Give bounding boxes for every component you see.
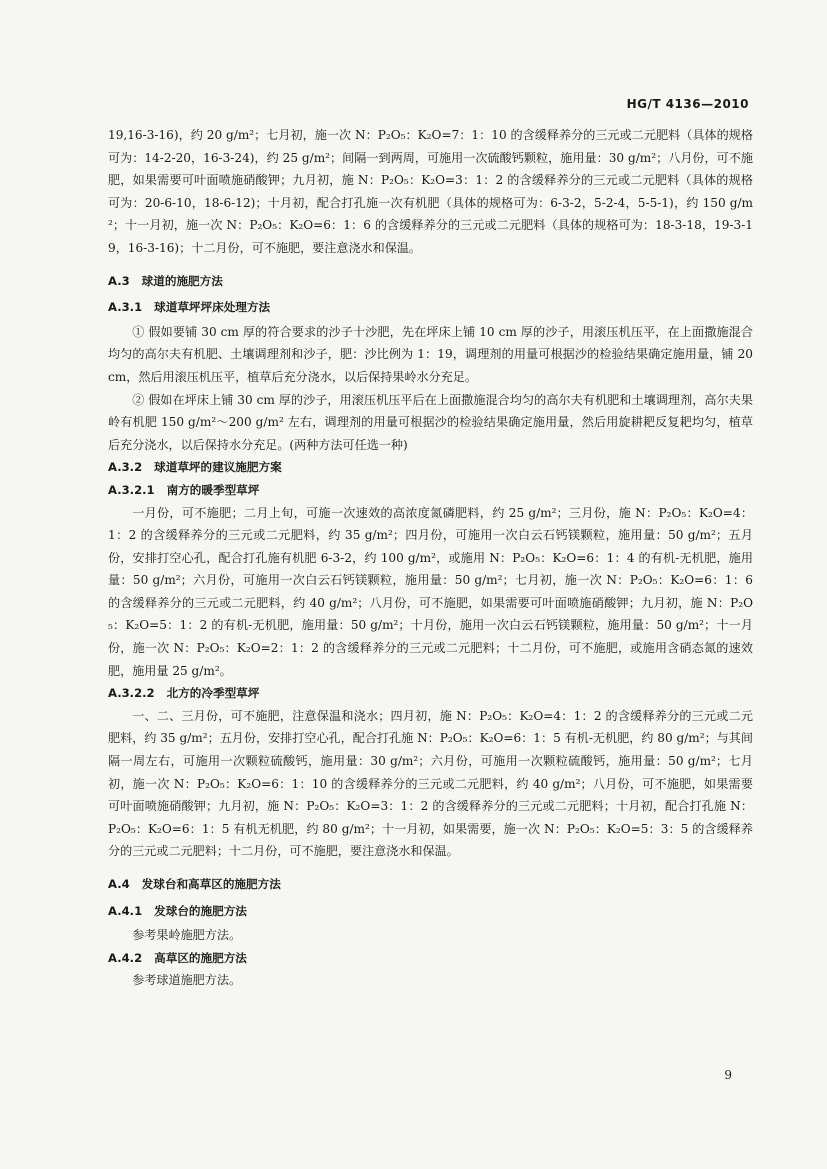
paragraph: ① 假如要铺 30 cm 厚的符合要求的沙子十沙肥，先在坪床上铺 10 cm 厚的沙子，用滚压机压平，在上面撒施混合均匀的高尔夫有机肥、土壤调理剂和沙子，肥：沙比例为 1：19，调理剂的用量可根据沙的检验结果确定施用量，铺 20 cm，然后用滚压机压平，植草后充分浇水，以后保持果岭水分充足。 xyxy=(108,324,753,384)
paragraph: 19,16-3-16)，约 20 g/m²；七月初，施一次 N：P₂O₅：K₂O=7：1：10 的含缓释养分的三元或二元肥料（具体的规格可为：14-2-20，16-3-24)，约 25 g/m²；间隔一到两周，可施用一次硫酸钙颗粒，施用量：30 g/m²；八月份，可不施肥，如果需要可叶面喷施硝酸钾；九月初，施 N：P₂O₅：K₂O=3：1：2 的含缓释养分的三元或二元肥料（具体的规格可为：20-6-10，18-6-12)；十月初，配合打孔施一次有机肥（具体的规格可为：6-3-2，5-2-4，5-5-1)，约 150 g/m²；十一月初，施一次 N：P₂O₅：K₂O=6：1：6 的含缓释养分的三元或二元肥料（具体的规格可为：18-3-18，19-3-19，16-3-16)；十二月份，可不施肥，要注意浇水和保温。 xyxy=(108,128,753,255)
section-title: 球道草坪的建议施肥方案 xyxy=(154,460,282,475)
section-heading-a321 xyxy=(108,479,753,502)
section-number: A.3.2.2 xyxy=(108,686,155,701)
section-number: A.3 xyxy=(108,273,130,288)
section-heading-a4 xyxy=(108,873,753,896)
paragraph: 一月份，可不施肥；二月上旬，可施一次速效的高浓度氮磷肥料，约 25 g/m²；三月份，施 N：P₂O₅：K₂O=4：1：2 的含缓释养分的三元或二元肥料，约 35 g/m²；四月份，可施用一次白云石钙镁颗粒，施用量：50 g/m²；五月份，安排打空心孔，配合打孔施有机肥 6-3-2，约 100 g/m²，或施用 N：P₂O₅：K₂O=6：1：4 的有机-无机肥，施用量：50 g/m²；六月份，可施用一次白云石钙镁颗粒，施用量：50 g/m²；七月初，施一次 N：P₂O₅：K₂O=6：1：6 的含缓释养分的三元或二元肥料，约 40 g/m²；八月份，可不施肥，如果需要可叶面喷施硝酸钾；九月初，施 N：P₂O₅：K₂O=5：1：2 的有机-无机肥，施用量：50 g/m²；十月份，施用一次白云石钙镁颗粒，施用量：50 g/m²；十一月份，施一次 N：P₂O₅：K₂O=2：1：2 的含缓释养分的三元或二元肥料；十二月份，可不施肥，或施用含硝态氮的速效肥，施用量 25 g/m²。 xyxy=(108,505,753,678)
section-heading-a31 xyxy=(108,296,753,319)
section-heading-a41 xyxy=(108,900,753,923)
section-title: 北方的冷季型草坪 xyxy=(166,686,260,701)
document-body xyxy=(108,124,753,992)
section-title: 高草区的施肥方法 xyxy=(154,950,247,965)
paragraph: 参考果岭施肥方法。 xyxy=(132,928,242,943)
section-heading-a3 xyxy=(108,270,753,293)
section-title: 发球台和高草区的施肥方法 xyxy=(141,877,281,891)
section-heading-a42 xyxy=(108,947,753,970)
section-title: 发球台的施肥方法 xyxy=(154,903,247,918)
paragraph: 参考球道施肥方法。 xyxy=(132,973,242,988)
section-title: 南方的暖季型草坪 xyxy=(166,482,260,497)
section-title: 球道的施肥方法 xyxy=(141,273,223,288)
section-number: A.4 xyxy=(108,877,130,891)
page-number: 9 xyxy=(724,1068,732,1082)
section-title: 球道草坪坪床处理方法 xyxy=(154,300,271,315)
section-number: A.4.1 xyxy=(108,903,143,918)
standard-number: HG/T 4136—2010 xyxy=(626,97,749,111)
section-number: A.3.2 xyxy=(108,460,143,475)
paragraph: 一、二、三月份，可不施肥，注意保温和浇水；四月初，施 N：P₂O₅：K₂O=4：1：2 的含缓释养分的三元或二元肥料，约 35 g/m²；五月份，安排打空心孔，配合打孔施 N：P₂O₅：K₂O=6：1：5 有机-无机肥，约 80 g/m²；与其间隔一周左右，可施用一次颗粒硫酸钙，施用量：30 g/m²；六月份，可施用一次颗粒硫酸钙，施用量：50 g/m²；七月初，施一次 N：P₂O₅：K₂O=6：1：10 的含缓释养分的三元或二元肥料，约 40 g/m²；八月份，可不施肥，如果需要可叶面喷施硝酸钾；九月初，施 N：P₂O₅：K₂O=3：1：2 的含缓释养分的三元或二元肥料；十月初，配合打孔施 N：P₂O₅：K₂O=6：1：5 有机无机肥，约 80 g/m²；十一月初，如果需要，施一次 N：P₂O₅：K₂O=5：3：5 的含缓释养分的三元或二元肥料；十二月份，可不施肥，要注意浇水和保温。 xyxy=(108,708,753,859)
paragraph: ② 假如在坪床上铺 30 cm 厚的沙子，用滚压机压平后在上面撒施混合均匀的高尔夫有机肥和土壤调理剂，高尔夫果岭有机肥 150 g/m²～200 g/m² 左右，调理剂的用量可根据沙的检验结果确定施用量，然后用旋耕耙反复耙均匀，植草后充分浇水，以后保持水分充足。(两种方法可任选一种) xyxy=(108,392,753,452)
section-heading-a322 xyxy=(108,682,753,705)
section-number: A.3.1 xyxy=(108,300,143,315)
section-heading-a32 xyxy=(108,456,753,479)
section-number: A.4.2 xyxy=(108,950,143,965)
section-number: A.3.2.1 xyxy=(108,482,155,497)
